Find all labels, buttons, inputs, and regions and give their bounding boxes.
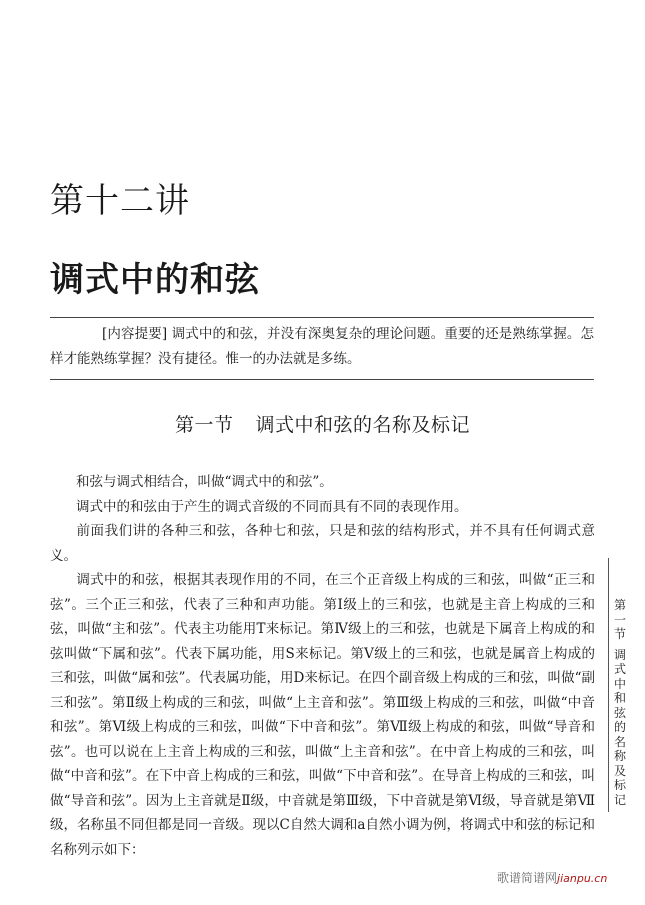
running-side-label bbox=[613, 598, 627, 807]
paragraph-text: 调式中的和弦由于产生的调式音级的不同而具有不同的表现作用。 bbox=[76, 498, 468, 515]
paragraph bbox=[50, 495, 595, 520]
paragraph-text: 和弦与调式相结合，叫做“调式中的和弦”。 bbox=[76, 474, 333, 490]
section-heading bbox=[0, 410, 645, 437]
content-summary bbox=[50, 322, 594, 372]
watermark-name: 歌谱简谱网 bbox=[497, 871, 558, 885]
summary-text: 调式中的和弦，并没有深奥复杂的理论问题。重要的还是熟练掌握。怎样才能熟练掌握？没有捷径。惟一的办法就是多练。 bbox=[50, 326, 594, 367]
section-number: 第一节 bbox=[174, 414, 234, 436]
watermark-url: jianpu.cn bbox=[557, 872, 608, 885]
paragraph bbox=[50, 568, 595, 862]
section-title: 调式中和弦的名称及标记 bbox=[255, 414, 471, 436]
chapter-title: 调式中的和弦 bbox=[50, 260, 260, 301]
side-section-title: 调 式 中 和 弦 的 名 称 及 标 记 bbox=[613, 647, 626, 807]
side-section-number: 第 一 节 bbox=[613, 598, 626, 641]
paragraph-text: 调式中的和弦，根据其表现作用的不同，在三个正音级上构成的三和弦，叫做“正三和弦”。三个正三和弦，代表了三种和声功能。第Ⅰ级上的三和弦，也就是主音上构成的三和弦，叫做“主和弦”。代表主功能用T来标记。第Ⅳ级上的三和弦，也就是下属音上构成的和弦叫做“下属和弦”。代表下属功能，用S来标记。第Ⅴ级上的三和弦，也就是属音上构成的三和弦，叫做“属和弦”。代表属功能，用D来标记。在四个副音级上构成的三和弦，叫做“副三和弦”。第Ⅱ级上构成的三和弦，叫做“上主音和弦”。第Ⅲ级上构成的三和弦，叫做“中音和弦”。第Ⅵ级上构成的三和弦，叫做“下中音和弦”。第Ⅶ级上构成的和弦，叫做“导音和弦”。也可以说在上主音上构成的三和弦，叫做“上主音和弦”。在中音上构成的三和弦，叫做“中音和弦”。在下中音上构成的三和弦，叫做“下中音和弦”。在导音上构成的三和弦，叫做“导音和弦”。因为上主音就是Ⅱ级，中音就是第Ⅲ级，下中音就是第Ⅵ级，导音就是第Ⅶ级，名称虽不同但都是同一音级。现以C自然大调和a自然小调为例，将调式中和弦的标记和名称列示如下： bbox=[50, 572, 595, 858]
paragraph bbox=[50, 519, 595, 568]
body-text bbox=[50, 470, 595, 862]
watermark bbox=[497, 867, 637, 889]
paragraph bbox=[50, 470, 595, 495]
margin-rule bbox=[608, 558, 609, 812]
summary-top-rule bbox=[50, 317, 594, 318]
summary-label: [内容提要] bbox=[102, 326, 168, 342]
lecture-number: 第十二讲 bbox=[50, 180, 190, 221]
paragraph-text: 前面我们讲的各种三和弦，各种七和弦，只是和弦的结构形式，并不具有任何调式意义。 bbox=[50, 523, 595, 564]
summary-bottom-rule bbox=[50, 379, 594, 380]
